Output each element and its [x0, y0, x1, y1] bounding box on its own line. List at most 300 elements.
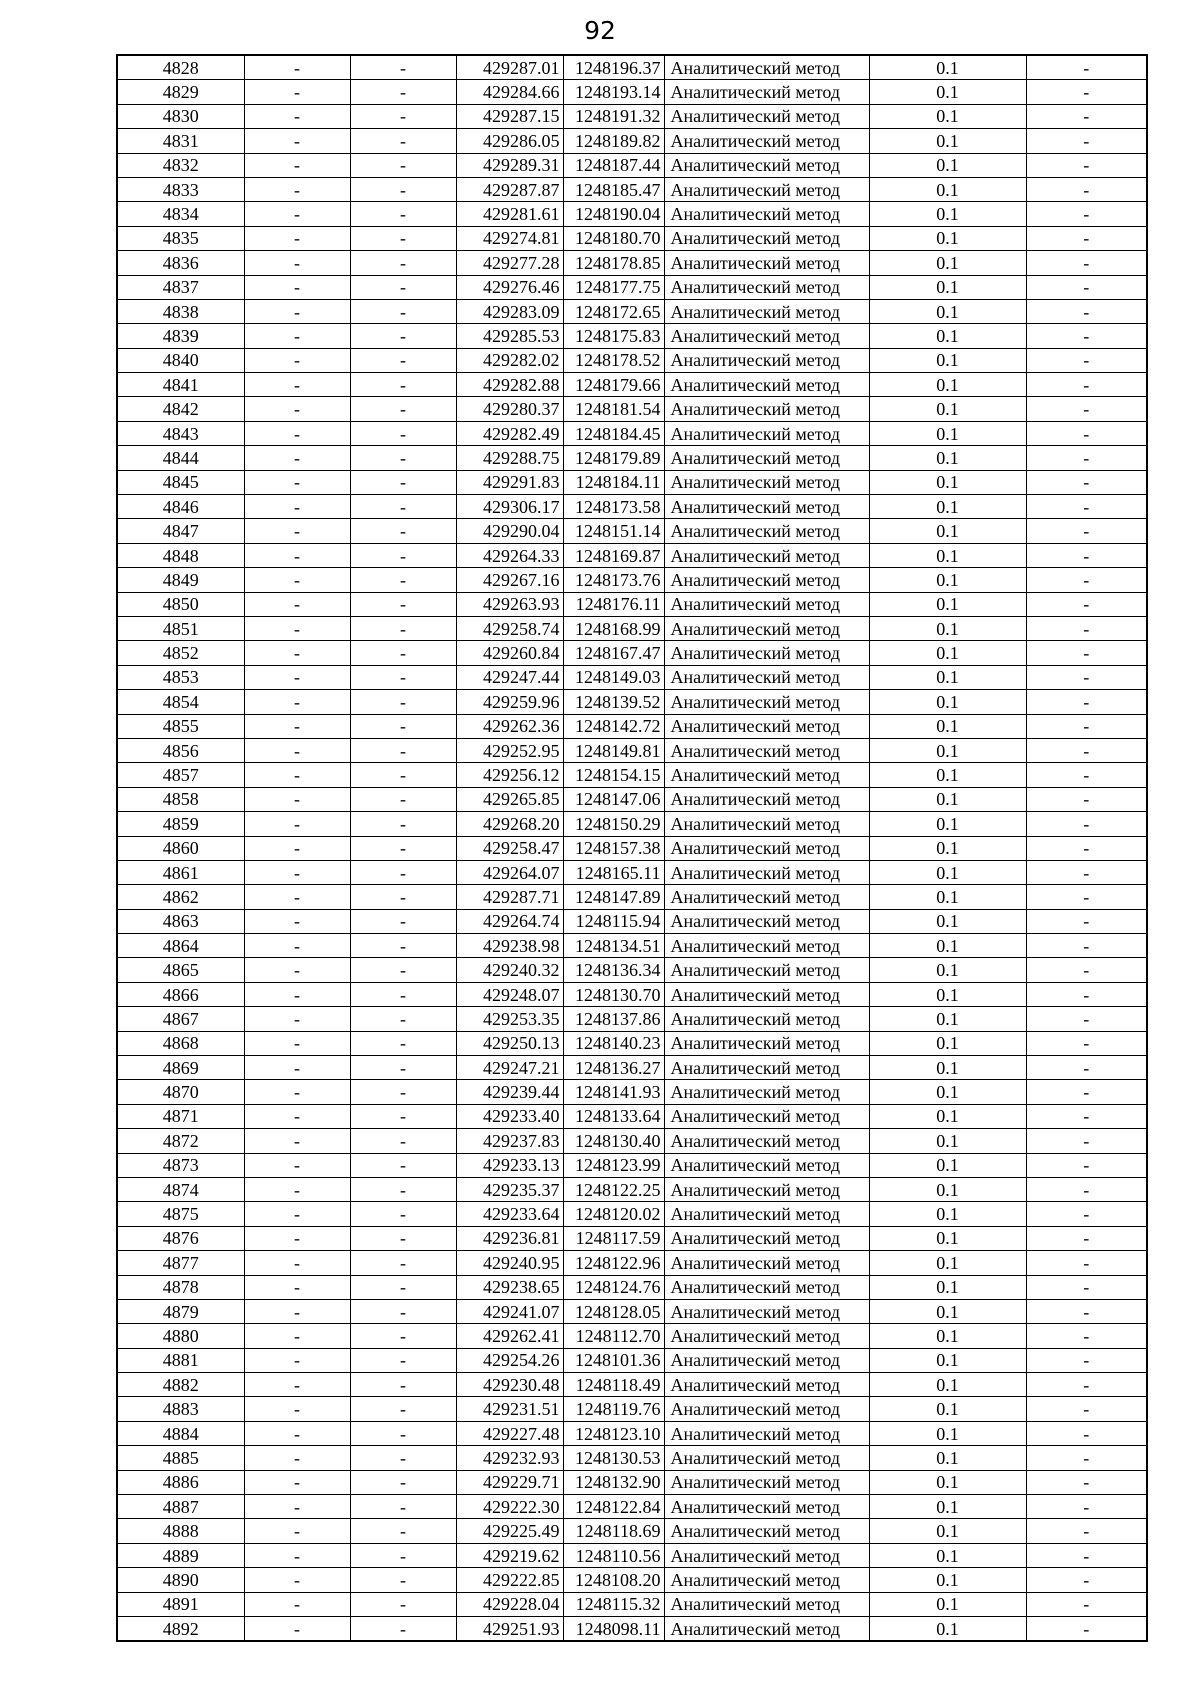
precision-cell: 0.1 — [869, 226, 1026, 250]
empty-value-cell: - — [350, 836, 456, 860]
table-row — [117, 177, 1147, 201]
empty-value-cell: - — [1026, 543, 1147, 567]
method-cell: Аналитический метод — [664, 836, 869, 860]
empty-value-cell: - — [244, 1470, 350, 1494]
precision-cell: 0.1 — [869, 836, 1026, 860]
empty-value-cell: - — [350, 616, 456, 640]
x-coordinate-cell: 429233.40 — [456, 1104, 563, 1128]
method-cell: Аналитический метод — [664, 1373, 869, 1397]
x-coordinate-cell: 429258.47 — [456, 836, 563, 860]
table-row — [117, 1592, 1147, 1616]
empty-value-cell: - — [244, 1373, 350, 1397]
empty-value-cell: - — [244, 836, 350, 860]
empty-value-cell: - — [244, 568, 350, 592]
empty-value-cell: - — [244, 1153, 350, 1177]
empty-value-cell: - — [350, 202, 456, 226]
table-row — [117, 421, 1147, 445]
method-cell: Аналитический метод — [664, 153, 869, 177]
empty-value-cell: - — [350, 860, 456, 884]
y-coordinate-cell: 1248185.47 — [563, 177, 664, 201]
empty-value-cell: - — [1026, 1007, 1147, 1031]
precision-cell: 0.1 — [869, 397, 1026, 421]
point-number-cell: 4852 — [117, 641, 244, 665]
table-row — [117, 495, 1147, 519]
table-row — [117, 80, 1147, 104]
empty-value-cell: - — [244, 129, 350, 153]
x-coordinate-cell: 429265.85 — [456, 787, 563, 811]
y-coordinate-cell: 1248149.81 — [563, 738, 664, 762]
empty-value-cell: - — [244, 373, 350, 397]
y-coordinate-cell: 1248149.03 — [563, 665, 664, 689]
method-cell: Аналитический метод — [664, 104, 869, 128]
precision-cell: 0.1 — [869, 177, 1026, 201]
precision-cell: 0.1 — [869, 909, 1026, 933]
method-cell: Аналитический метод — [664, 1299, 869, 1323]
precision-cell: 0.1 — [869, 495, 1026, 519]
point-number-cell: 4856 — [117, 738, 244, 762]
empty-value-cell: - — [244, 1617, 350, 1642]
empty-value-cell: - — [350, 592, 456, 616]
precision-cell: 0.1 — [869, 1080, 1026, 1104]
x-coordinate-cell: 429282.02 — [456, 348, 563, 372]
table-row — [117, 836, 1147, 860]
empty-value-cell: - — [1026, 251, 1147, 275]
y-coordinate-cell: 1248139.52 — [563, 690, 664, 714]
empty-value-cell: - — [350, 251, 456, 275]
x-coordinate-cell: 429252.95 — [456, 738, 563, 762]
precision-cell: 0.1 — [869, 104, 1026, 128]
empty-value-cell: - — [244, 470, 350, 494]
method-cell: Аналитический метод — [664, 1202, 869, 1226]
method-cell: Аналитический метод — [664, 1007, 869, 1031]
precision-cell: 0.1 — [869, 348, 1026, 372]
x-coordinate-cell: 429238.65 — [456, 1275, 563, 1299]
table-row — [117, 1421, 1147, 1445]
table-body — [117, 55, 1147, 1641]
empty-value-cell: - — [350, 1519, 456, 1543]
point-number-cell: 4837 — [117, 275, 244, 299]
x-coordinate-cell: 429276.46 — [456, 275, 563, 299]
empty-value-cell: - — [1026, 324, 1147, 348]
y-coordinate-cell: 1248136.27 — [563, 1056, 664, 1080]
empty-value-cell: - — [350, 226, 456, 250]
method-cell: Аналитический метод — [664, 1470, 869, 1494]
x-coordinate-cell: 429287.15 — [456, 104, 563, 128]
empty-value-cell: - — [350, 1495, 456, 1519]
empty-value-cell: - — [244, 446, 350, 470]
empty-value-cell: - — [1026, 1031, 1147, 1055]
table-row — [117, 714, 1147, 738]
empty-value-cell: - — [1026, 1251, 1147, 1275]
table-row — [117, 1348, 1147, 1372]
point-number-cell: 4850 — [117, 592, 244, 616]
empty-value-cell: - — [244, 153, 350, 177]
y-coordinate-cell: 1248172.65 — [563, 299, 664, 323]
y-coordinate-cell: 1248193.14 — [563, 80, 664, 104]
empty-value-cell: - — [1026, 446, 1147, 470]
x-coordinate-cell: 429268.20 — [456, 812, 563, 836]
empty-value-cell: - — [1026, 1202, 1147, 1226]
precision-cell: 0.1 — [869, 129, 1026, 153]
precision-cell: 0.1 — [869, 934, 1026, 958]
point-number-cell: 4829 — [117, 80, 244, 104]
x-coordinate-cell: 429230.48 — [456, 1373, 563, 1397]
method-cell: Аналитический метод — [664, 251, 869, 275]
empty-value-cell: - — [350, 129, 456, 153]
precision-cell: 0.1 — [869, 470, 1026, 494]
empty-value-cell: - — [1026, 1080, 1147, 1104]
x-coordinate-cell: 429264.33 — [456, 543, 563, 567]
empty-value-cell: - — [350, 153, 456, 177]
empty-value-cell: - — [350, 1568, 456, 1592]
empty-value-cell: - — [350, 1226, 456, 1250]
y-coordinate-cell: 1248169.87 — [563, 543, 664, 567]
precision-cell: 0.1 — [869, 1251, 1026, 1275]
precision-cell: 0.1 — [869, 1129, 1026, 1153]
empty-value-cell: - — [244, 202, 350, 226]
x-coordinate-cell: 429284.66 — [456, 80, 563, 104]
y-coordinate-cell: 1248142.72 — [563, 714, 664, 738]
point-number-cell: 4851 — [117, 616, 244, 640]
empty-value-cell: - — [350, 1080, 456, 1104]
table-row — [117, 275, 1147, 299]
empty-value-cell: - — [350, 421, 456, 445]
method-cell: Аналитический метод — [664, 55, 869, 80]
precision-cell: 0.1 — [869, 373, 1026, 397]
x-coordinate-cell: 429290.04 — [456, 519, 563, 543]
precision-cell: 0.1 — [869, 55, 1026, 80]
empty-value-cell: - — [244, 1495, 350, 1519]
x-coordinate-cell: 429260.84 — [456, 641, 563, 665]
y-coordinate-cell: 1248147.89 — [563, 885, 664, 909]
empty-value-cell: - — [1026, 421, 1147, 445]
precision-cell: 0.1 — [869, 1275, 1026, 1299]
table-row — [117, 1226, 1147, 1250]
empty-value-cell: - — [350, 104, 456, 128]
empty-value-cell: - — [350, 446, 456, 470]
method-cell: Аналитический метод — [664, 177, 869, 201]
empty-value-cell: - — [350, 812, 456, 836]
empty-value-cell: - — [350, 1056, 456, 1080]
empty-value-cell: - — [1026, 1373, 1147, 1397]
y-coordinate-cell: 1248130.53 — [563, 1446, 664, 1470]
method-cell: Аналитический метод — [664, 1104, 869, 1128]
point-number-cell: 4866 — [117, 982, 244, 1006]
empty-value-cell: - — [1026, 470, 1147, 494]
point-number-cell: 4877 — [117, 1251, 244, 1275]
x-coordinate-cell: 429222.85 — [456, 1568, 563, 1592]
y-coordinate-cell: 1248150.29 — [563, 812, 664, 836]
x-coordinate-cell: 429237.83 — [456, 1129, 563, 1153]
x-coordinate-cell: 429285.53 — [456, 324, 563, 348]
table-row — [117, 348, 1147, 372]
method-cell: Аналитический метод — [664, 763, 869, 787]
table-row — [117, 373, 1147, 397]
empty-value-cell: - — [244, 714, 350, 738]
empty-value-cell: - — [244, 1421, 350, 1445]
x-coordinate-cell: 429236.81 — [456, 1226, 563, 1250]
empty-value-cell: - — [244, 592, 350, 616]
precision-cell: 0.1 — [869, 1153, 1026, 1177]
point-number-cell: 4883 — [117, 1397, 244, 1421]
table-row — [117, 885, 1147, 909]
empty-value-cell: - — [244, 495, 350, 519]
table-row — [117, 1129, 1147, 1153]
table-row — [117, 1056, 1147, 1080]
x-coordinate-cell: 429282.49 — [456, 421, 563, 445]
empty-value-cell: - — [1026, 373, 1147, 397]
precision-cell: 0.1 — [869, 1421, 1026, 1445]
empty-value-cell: - — [1026, 1153, 1147, 1177]
precision-cell: 0.1 — [869, 641, 1026, 665]
table-row — [117, 324, 1147, 348]
precision-cell: 0.1 — [869, 1056, 1026, 1080]
table-row — [117, 1104, 1147, 1128]
empty-value-cell: - — [1026, 226, 1147, 250]
y-coordinate-cell: 1248179.66 — [563, 373, 664, 397]
method-cell: Аналитический метод — [664, 1421, 869, 1445]
x-coordinate-cell: 429253.35 — [456, 1007, 563, 1031]
precision-cell: 0.1 — [869, 251, 1026, 275]
precision-cell: 0.1 — [869, 885, 1026, 909]
table-row — [117, 1617, 1147, 1642]
empty-value-cell: - — [1026, 714, 1147, 738]
precision-cell: 0.1 — [869, 543, 1026, 567]
point-number-cell: 4838 — [117, 299, 244, 323]
empty-value-cell: - — [1026, 1568, 1147, 1592]
point-number-cell: 4870 — [117, 1080, 244, 1104]
point-number-cell: 4888 — [117, 1519, 244, 1543]
coordinates-table — [116, 54, 1148, 1642]
precision-cell: 0.1 — [869, 860, 1026, 884]
empty-value-cell: - — [1026, 275, 1147, 299]
empty-value-cell: - — [244, 1007, 350, 1031]
method-cell: Аналитический метод — [664, 348, 869, 372]
point-number-cell: 4875 — [117, 1202, 244, 1226]
empty-value-cell: - — [244, 1592, 350, 1616]
y-coordinate-cell: 1248184.11 — [563, 470, 664, 494]
table-row — [117, 1080, 1147, 1104]
empty-value-cell: - — [244, 982, 350, 1006]
empty-value-cell: - — [350, 1324, 456, 1348]
empty-value-cell: - — [350, 958, 456, 982]
empty-value-cell: - — [350, 397, 456, 421]
empty-value-cell: - — [350, 1592, 456, 1616]
method-cell: Аналитический метод — [664, 543, 869, 567]
y-coordinate-cell: 1248123.10 — [563, 1421, 664, 1445]
empty-value-cell: - — [1026, 1299, 1147, 1323]
empty-value-cell: - — [1026, 1446, 1147, 1470]
table-row — [117, 1543, 1147, 1567]
method-cell: Аналитический метод — [664, 421, 869, 445]
x-coordinate-cell: 429262.41 — [456, 1324, 563, 1348]
method-cell: Аналитический метод — [664, 1080, 869, 1104]
x-coordinate-cell: 429258.74 — [456, 616, 563, 640]
point-number-cell: 4859 — [117, 812, 244, 836]
table-row — [117, 446, 1147, 470]
table-row — [117, 1568, 1147, 1592]
table-row — [117, 1153, 1147, 1177]
table-row — [117, 665, 1147, 689]
empty-value-cell: - — [1026, 860, 1147, 884]
y-coordinate-cell: 1248133.64 — [563, 1104, 664, 1128]
table-row — [117, 1470, 1147, 1494]
x-coordinate-cell: 429231.51 — [456, 1397, 563, 1421]
empty-value-cell: - — [1026, 104, 1147, 128]
x-coordinate-cell: 429232.93 — [456, 1446, 563, 1470]
empty-value-cell: - — [1026, 153, 1147, 177]
empty-value-cell: - — [1026, 1470, 1147, 1494]
y-coordinate-cell: 1248122.25 — [563, 1177, 664, 1201]
empty-value-cell: - — [1026, 934, 1147, 958]
point-number-cell: 4873 — [117, 1153, 244, 1177]
y-coordinate-cell: 1248118.69 — [563, 1519, 664, 1543]
x-coordinate-cell: 429287.01 — [456, 55, 563, 80]
method-cell: Аналитический метод — [664, 958, 869, 982]
empty-value-cell: - — [350, 495, 456, 519]
precision-cell: 0.1 — [869, 153, 1026, 177]
y-coordinate-cell: 1248191.32 — [563, 104, 664, 128]
method-cell: Аналитический метод — [664, 1568, 869, 1592]
table-row — [117, 543, 1147, 567]
precision-cell: 0.1 — [869, 982, 1026, 1006]
precision-cell: 0.1 — [869, 1470, 1026, 1494]
y-coordinate-cell: 1248140.23 — [563, 1031, 664, 1055]
table-row — [117, 1397, 1147, 1421]
empty-value-cell: - — [350, 519, 456, 543]
method-cell: Аналитический метод — [664, 714, 869, 738]
y-coordinate-cell: 1248122.84 — [563, 1495, 664, 1519]
table-row — [117, 1007, 1147, 1031]
x-coordinate-cell: 429238.98 — [456, 934, 563, 958]
table-row — [117, 592, 1147, 616]
method-cell: Аналитический метод — [664, 226, 869, 250]
method-cell: Аналитический метод — [664, 519, 869, 543]
table-row — [117, 1177, 1147, 1201]
x-coordinate-cell: 429262.36 — [456, 714, 563, 738]
precision-cell: 0.1 — [869, 1446, 1026, 1470]
method-cell: Аналитический метод — [664, 1056, 869, 1080]
y-coordinate-cell: 1248115.32 — [563, 1592, 664, 1616]
x-coordinate-cell: 429283.09 — [456, 299, 563, 323]
precision-cell: 0.1 — [869, 1397, 1026, 1421]
x-coordinate-cell: 429219.62 — [456, 1543, 563, 1567]
empty-value-cell: - — [1026, 738, 1147, 762]
table-row — [117, 958, 1147, 982]
y-coordinate-cell: 1248124.76 — [563, 1275, 664, 1299]
y-coordinate-cell: 1248175.83 — [563, 324, 664, 348]
point-number-cell: 4892 — [117, 1617, 244, 1642]
empty-value-cell: - — [244, 1177, 350, 1201]
method-cell: Аналитический метод — [664, 1275, 869, 1299]
y-coordinate-cell: 1248119.76 — [563, 1397, 664, 1421]
y-coordinate-cell: 1248134.51 — [563, 934, 664, 958]
method-cell: Аналитический метод — [664, 373, 869, 397]
method-cell: Аналитический метод — [664, 1153, 869, 1177]
table-row — [117, 1299, 1147, 1323]
method-cell: Аналитический метод — [664, 616, 869, 640]
y-coordinate-cell: 1248098.11 — [563, 1617, 664, 1642]
point-number-cell: 4834 — [117, 202, 244, 226]
empty-value-cell: - — [350, 1275, 456, 1299]
method-cell: Аналитический метод — [664, 787, 869, 811]
point-number-cell: 4860 — [117, 836, 244, 860]
empty-value-cell: - — [244, 1056, 350, 1080]
empty-value-cell: - — [244, 958, 350, 982]
y-coordinate-cell: 1248136.34 — [563, 958, 664, 982]
precision-cell: 0.1 — [869, 1226, 1026, 1250]
x-coordinate-cell: 429282.88 — [456, 373, 563, 397]
x-coordinate-cell: 429264.74 — [456, 909, 563, 933]
point-number-cell: 4842 — [117, 397, 244, 421]
method-cell: Аналитический метод — [664, 1592, 869, 1616]
method-cell: Аналитический метод — [664, 80, 869, 104]
empty-value-cell: - — [244, 275, 350, 299]
y-coordinate-cell: 1248189.82 — [563, 129, 664, 153]
y-coordinate-cell: 1248196.37 — [563, 55, 664, 80]
empty-value-cell: - — [244, 1543, 350, 1567]
point-number-cell: 4862 — [117, 885, 244, 909]
empty-value-cell: - — [1026, 1324, 1147, 1348]
method-cell: Аналитический метод — [664, 1251, 869, 1275]
precision-cell: 0.1 — [869, 299, 1026, 323]
method-cell: Аналитический метод — [664, 738, 869, 762]
empty-value-cell: - — [350, 1470, 456, 1494]
point-number-cell: 4844 — [117, 446, 244, 470]
point-number-cell: 4847 — [117, 519, 244, 543]
empty-value-cell: - — [244, 348, 350, 372]
table-row — [117, 982, 1147, 1006]
x-coordinate-cell: 429259.96 — [456, 690, 563, 714]
precision-cell: 0.1 — [869, 1519, 1026, 1543]
precision-cell: 0.1 — [869, 1348, 1026, 1372]
empty-value-cell: - — [350, 177, 456, 201]
empty-value-cell: - — [1026, 1519, 1147, 1543]
precision-cell: 0.1 — [869, 1495, 1026, 1519]
point-number-cell: 4876 — [117, 1226, 244, 1250]
empty-value-cell: - — [350, 275, 456, 299]
x-coordinate-cell: 429287.87 — [456, 177, 563, 201]
point-number-cell: 4840 — [117, 348, 244, 372]
x-coordinate-cell: 429240.95 — [456, 1251, 563, 1275]
precision-cell: 0.1 — [869, 714, 1026, 738]
empty-value-cell: - — [1026, 1617, 1147, 1642]
y-coordinate-cell: 1248176.11 — [563, 592, 664, 616]
precision-cell: 0.1 — [869, 1568, 1026, 1592]
y-coordinate-cell: 1248137.86 — [563, 1007, 664, 1031]
x-coordinate-cell: 429241.07 — [456, 1299, 563, 1323]
empty-value-cell: - — [1026, 982, 1147, 1006]
empty-value-cell: - — [350, 690, 456, 714]
y-coordinate-cell: 1248154.15 — [563, 763, 664, 787]
method-cell: Аналитический метод — [664, 275, 869, 299]
x-coordinate-cell: 429281.61 — [456, 202, 563, 226]
empty-value-cell: - — [1026, 616, 1147, 640]
y-coordinate-cell: 1248151.14 — [563, 519, 664, 543]
precision-cell: 0.1 — [869, 812, 1026, 836]
point-number-cell: 4886 — [117, 1470, 244, 1494]
precision-cell: 0.1 — [869, 1324, 1026, 1348]
empty-value-cell: - — [244, 1031, 350, 1055]
y-coordinate-cell: 1248179.89 — [563, 446, 664, 470]
table-row — [117, 738, 1147, 762]
table-row — [117, 299, 1147, 323]
point-number-cell: 4845 — [117, 470, 244, 494]
x-coordinate-cell: 429225.49 — [456, 1519, 563, 1543]
y-coordinate-cell: 1248180.70 — [563, 226, 664, 250]
precision-cell: 0.1 — [869, 1007, 1026, 1031]
empty-value-cell: - — [1026, 1495, 1147, 1519]
